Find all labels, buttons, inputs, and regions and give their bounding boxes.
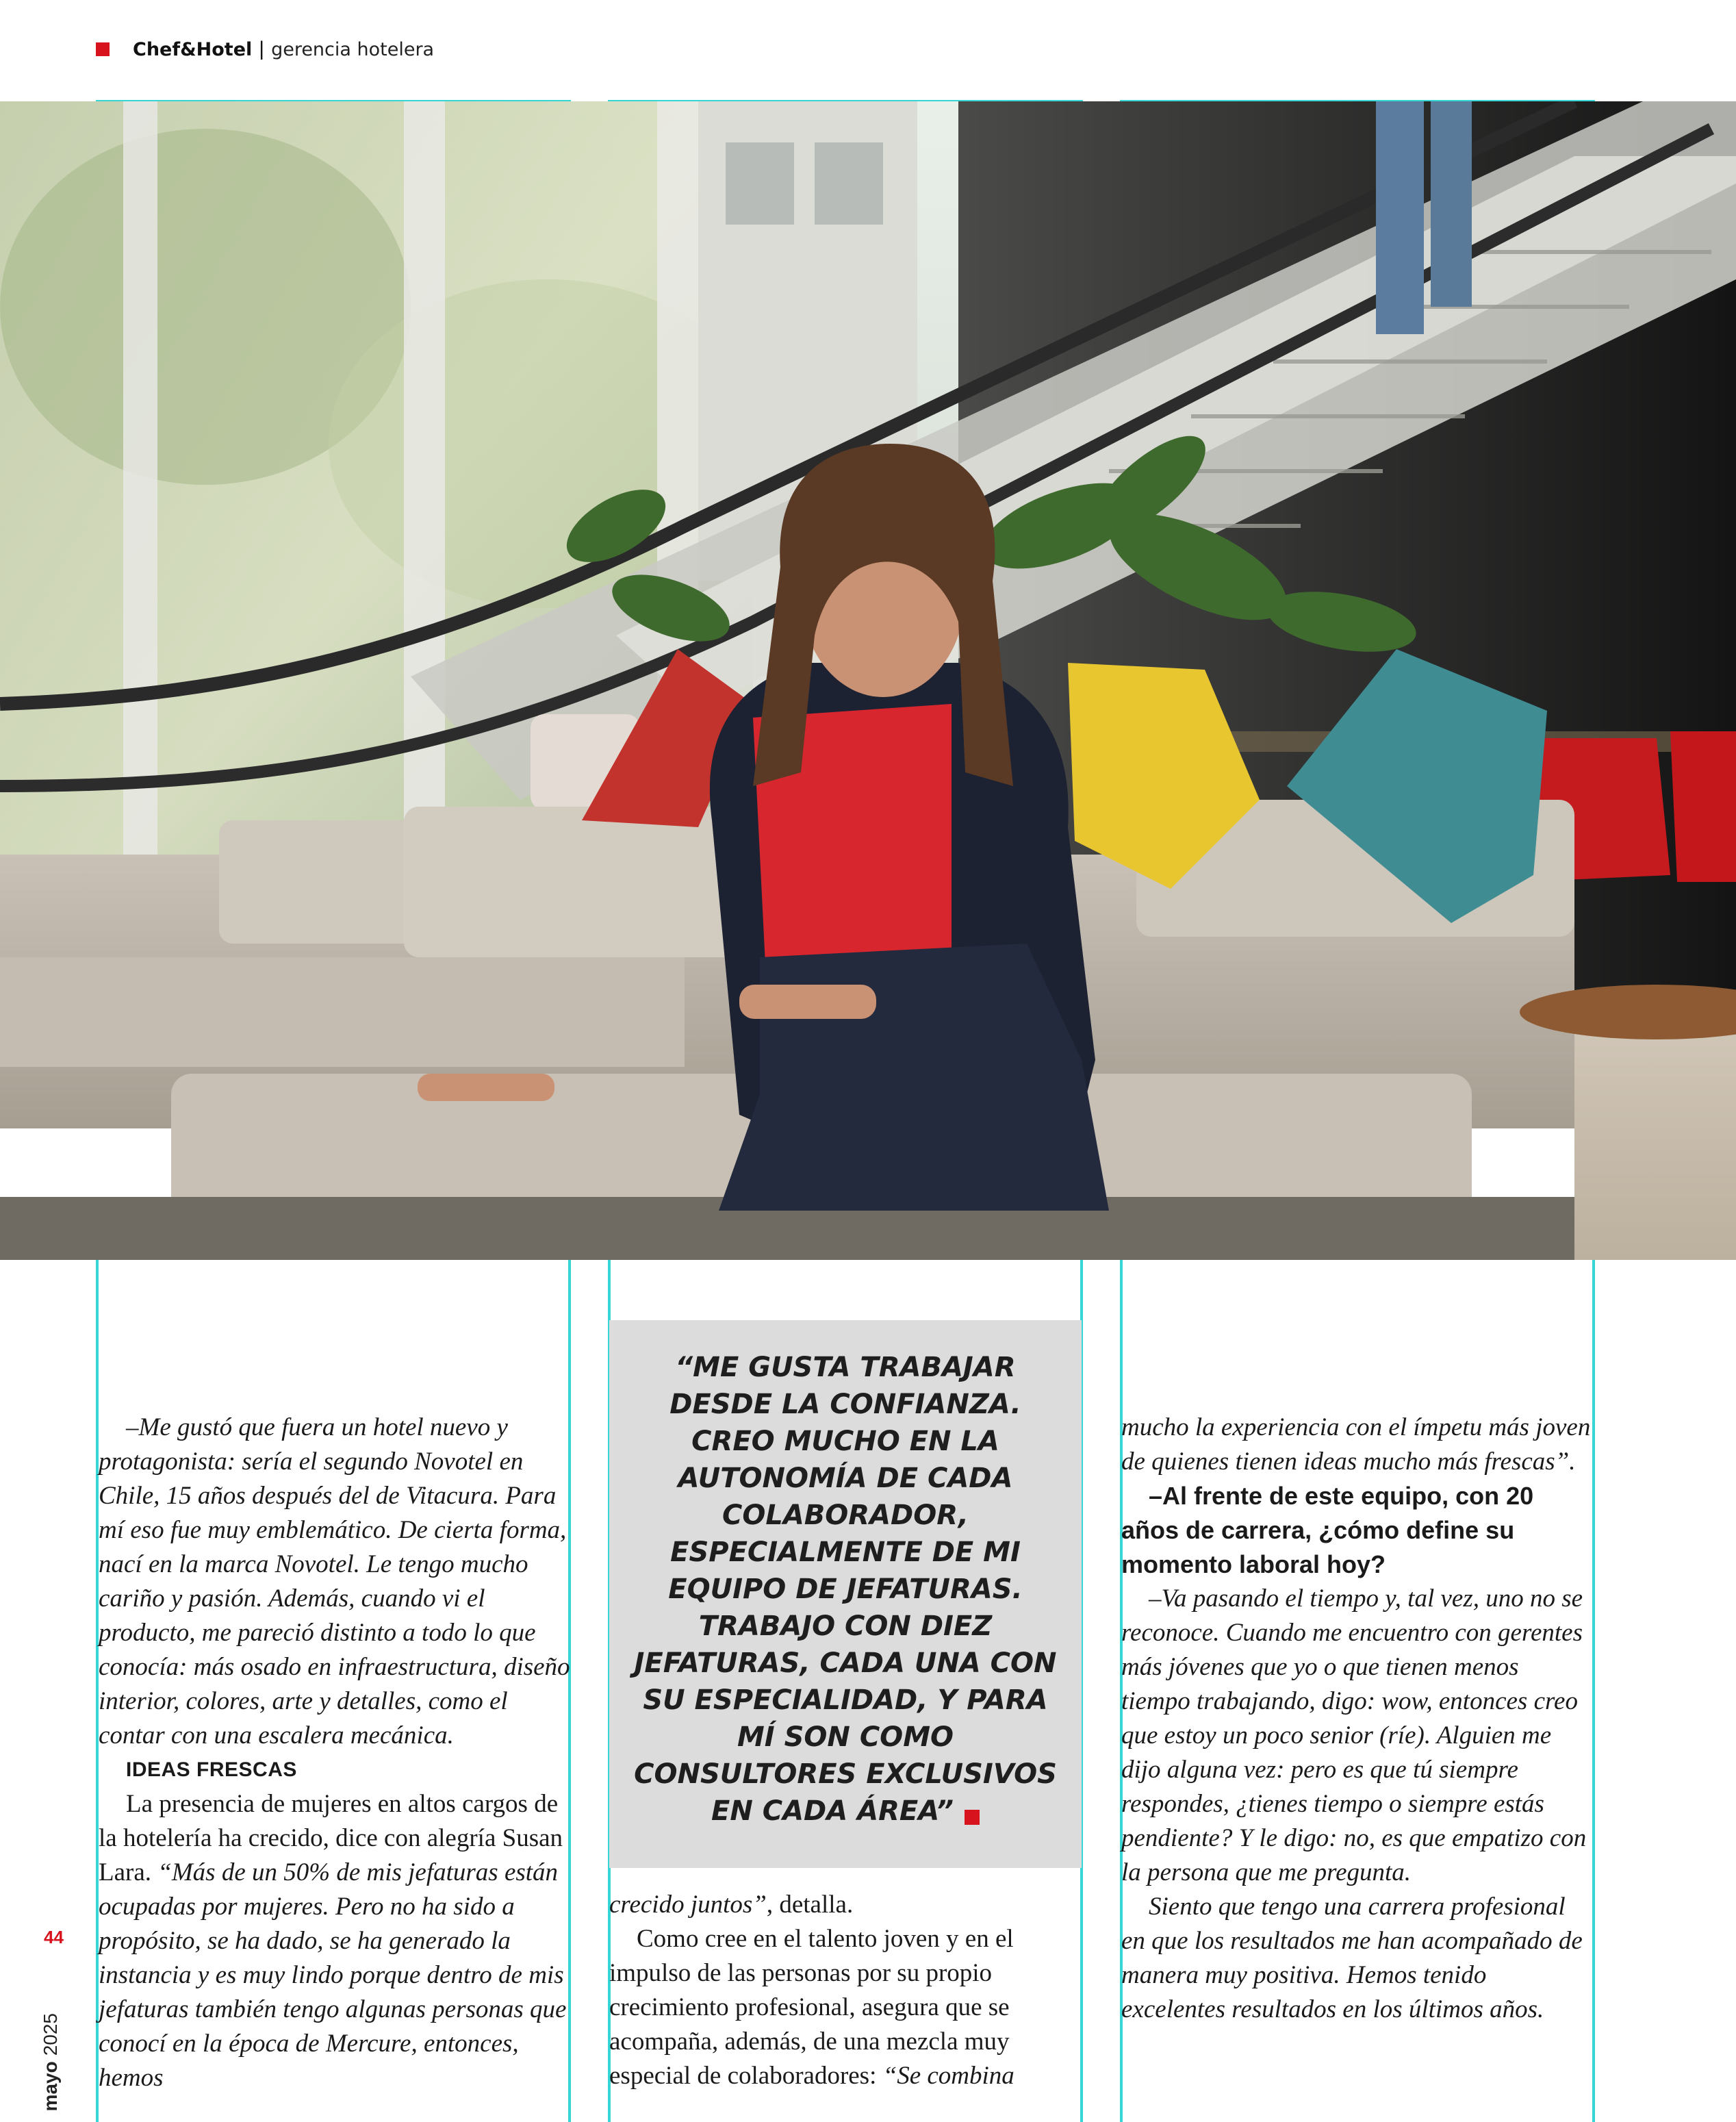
article-column-2 — [609, 1888, 1082, 2093]
col1-paragraph-2-quote: “Más de un 50% de mis jefaturas están ocupadas por mujeres. Pero no ha sido a propósito, se ha dado, se ha generado la instancia y es muy lindo porque dentro de mis jefaturas también tengo algunas personas que conocí en la época de Mercure, entonces, hemos — [99, 1858, 567, 2092]
col2-paragraph-1-tail: , detalla. — [766, 1891, 854, 1919]
red-square-icon — [96, 42, 110, 56]
pull-quote-box — [609, 1320, 1082, 1868]
section-name: gerencia hotelera — [271, 38, 435, 60]
col3-paragraph-3: Siento que tengo una carrera profesional en que los resultados me han acompañado de manera muy positiva. Hemos tenido excelentes resultados en los últimos años. — [1121, 1893, 1583, 2023]
end-mark-icon — [965, 1810, 980, 1825]
col3-paragraph-2: –Va pasando el tiempo y, tal vez, uno no se reconoce. Cuando me encuentro con gerentes más jóvenes que yo o que tienen menos tiempo trabajando, digo: wow, entonces creo que estoy un poco senior (ríe). Alguien me dijo alguna vez: pero es que tú siempre respondes, ¿tienes tiempo o siempre estás pendiente? Y le digo: no, es que empatizo con la persona que me pregunta. — [1121, 1584, 1587, 1886]
col3-paragraph-1: mucho la experiencia con el ímpetu más joven de quienes tienen ideas mucho más frescas”. — [1121, 1413, 1591, 1476]
pull-quote-text: “ME GUSTA TRABAJAR DESDE LA CONFIANZA. CREO MUCHO EN LA AUTONOMÍA DE CADA COLABORADOR, ESPECIALMENTE DE MI EQUIPO DE JEFATURAS. TRABAJO CON DIEZ JEFATURAS, CADA UNA CON SU ESPECIALIDAD, Y PARA MÍ SON COMO CONSULTORES EXCLUSIVOS EN CADA ÁREA” — [634, 1352, 1057, 1827]
col2-paragraph-1 — [609, 1888, 1082, 1922]
issue-year: 2025 — [40, 2013, 61, 2056]
col2-paragraph-2 — [609, 1922, 1082, 2093]
col2-paragraph-1-quote: crecido juntos” — [609, 1891, 767, 1919]
magazine-header — [96, 36, 434, 63]
col2-paragraph-2-intro: Como cree en el talento joven y en el impulso de las personas por su propio crecimiento profesional, asegura que se acompaña, además, de una mezcla muy especial de colaboradores: — [609, 1925, 1014, 2090]
col1-paragraph-2 — [99, 1787, 571, 2095]
col1-paragraph-1: –Me gustó que fuera un hotel nuevo y protagonista: sería el segundo Novotel en Chile, 15 años después del de Vitacura. Para mí eso fue muy emblemático. De cierta forma, nací en la marca Novotel. Le tengo mucho cariño y pasión. Además, cuando vi el producto, me pareció distinto a todo lo que conocía: más osado en infraestructura, diseño interior, colores, arte y detalles, como el contar con una escalera mecánica. — [99, 1413, 570, 1750]
article-column-3 — [1121, 1411, 1594, 2027]
header-separator: | — [259, 38, 265, 60]
magazine-brand: Chef&Hotel — [133, 38, 253, 60]
subheading-ideas-frescas: IDEAS FRESCAS — [126, 1758, 297, 1781]
col1-paragraph-2-intro: La presencia de mujeres en altos cargos de la hotelería ha crecido, dice con alegría Susan Lara. — [99, 1790, 563, 1886]
article-column-1 — [99, 1411, 571, 2095]
issue-month: mayo — [40, 2061, 61, 2112]
issue-date — [40, 2013, 62, 2111]
hero-photo — [0, 101, 1736, 1260]
interview-question: –Al frente de este equipo, con 20 años de carrera, ¿cómo define su momento laboral hoy? — [1121, 1482, 1534, 1578]
page-number: 44 — [44, 1927, 64, 1947]
col2-paragraph-2-quote: “Se combina — [882, 2062, 1014, 2090]
